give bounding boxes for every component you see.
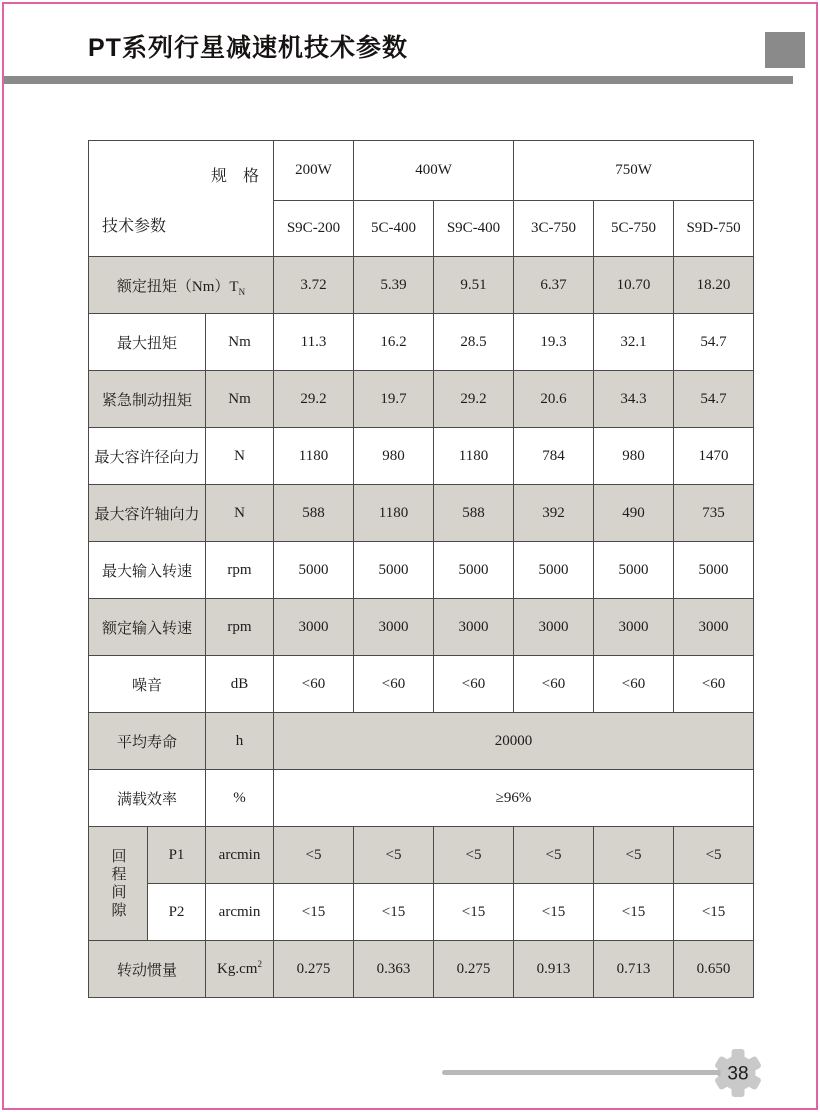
row-label-cell	[89, 770, 206, 827]
backlash-group-cell: 回程间隙	[89, 827, 148, 941]
row-label-text: 噪音	[131, 677, 162, 694]
value-cell: 0.275	[434, 941, 514, 998]
value-cell: 980	[354, 428, 434, 485]
model-header: 5C-750	[594, 201, 674, 257]
value-cell: 20.6	[514, 371, 594, 428]
value-cell: 980	[594, 428, 674, 485]
value-cell: 20000	[274, 713, 754, 770]
unit-cell	[206, 656, 274, 713]
value-cell: <60	[354, 656, 434, 713]
value-cell: <60	[674, 656, 754, 713]
unit-text: rpm	[227, 561, 252, 578]
unit-cell	[206, 884, 274, 941]
unit-text: N	[234, 504, 245, 521]
gear-icon	[712, 1047, 764, 1099]
value-cell: 28.5	[434, 314, 514, 371]
value-cell: 54.7	[674, 314, 754, 371]
row-label-cell	[148, 884, 206, 941]
value-cell: 1180	[274, 428, 354, 485]
unit-cell	[206, 713, 274, 770]
value-cell: 32.1	[594, 314, 674, 371]
value-cell: 3000	[434, 599, 514, 656]
value-cell: 5000	[514, 542, 594, 599]
unit-cell	[206, 428, 274, 485]
value-cell: 5000	[674, 542, 754, 599]
row-label-cell	[89, 542, 206, 599]
value-cell: <5	[674, 827, 754, 884]
row-label-text: 最大输入转速	[101, 563, 192, 580]
value-cell: 784	[514, 428, 594, 485]
row-label-cell	[89, 257, 274, 314]
value-cell: 10.70	[594, 257, 674, 314]
corner-cell	[89, 141, 274, 257]
unit-text: %	[233, 789, 246, 806]
value-cell: 54.7	[674, 371, 754, 428]
model-header: S9C-200	[274, 201, 354, 257]
value-cell: 5000	[434, 542, 514, 599]
value-cell: <60	[514, 656, 594, 713]
row-label-subscript: N	[238, 286, 246, 297]
unit-cell	[206, 770, 274, 827]
value-cell: 735	[674, 485, 754, 542]
value-cell: 19.3	[514, 314, 594, 371]
value-cell: <60	[274, 656, 354, 713]
value-cell: <15	[354, 884, 434, 941]
unit-text: Nm	[228, 333, 251, 350]
row-label-text: 额定输入转速	[101, 620, 192, 637]
value-cell: 18.20	[674, 257, 754, 314]
row-label-text: P1	[168, 846, 185, 863]
value-cell: 11.3	[274, 314, 354, 371]
value-cell: 588	[274, 485, 354, 542]
value-cell: <15	[594, 884, 674, 941]
row-label-cell	[89, 599, 206, 656]
value-cell: <60	[594, 656, 674, 713]
row-label-text: 转动惯量	[116, 962, 177, 979]
value-cell: <60	[434, 656, 514, 713]
value-cell: 3000	[354, 599, 434, 656]
value-cell: 1470	[674, 428, 754, 485]
value-cell: <5	[514, 827, 594, 884]
unit-cell	[206, 485, 274, 542]
power-group-header: 200W	[274, 141, 354, 201]
row-label-text: 紧急制动扭矩	[101, 392, 192, 409]
row-label-cell	[89, 485, 206, 542]
value-cell: 34.3	[594, 371, 674, 428]
value-cell: <5	[274, 827, 354, 884]
value-cell: 19.7	[354, 371, 434, 428]
unit-text: dB	[230, 675, 249, 692]
value-cell: 3000	[594, 599, 674, 656]
row-label-text: P2	[168, 903, 185, 920]
value-cell: 1180	[354, 485, 434, 542]
unit-text: arcmin	[218, 846, 261, 863]
value-cell: 3000	[674, 599, 754, 656]
row-label-cell	[89, 941, 206, 998]
value-cell: 0.713	[594, 941, 674, 998]
power-group-header: 750W	[514, 141, 754, 201]
value-cell: 588	[434, 485, 514, 542]
value-cell: <15	[674, 884, 754, 941]
unit-text: N	[234, 447, 245, 464]
value-cell: 3000	[514, 599, 594, 656]
header-corner-block	[765, 32, 805, 68]
value-cell: 3000	[274, 599, 354, 656]
row-label-text: 额定扭矩（Nm）T	[116, 278, 239, 295]
unit-text: rpm	[227, 618, 252, 635]
value-cell: 3.72	[274, 257, 354, 314]
unit-cell	[206, 827, 274, 884]
model-header: 3C-750	[514, 201, 594, 257]
row-label-cell	[89, 713, 206, 770]
unit-cell	[206, 599, 274, 656]
value-cell: 6.37	[514, 257, 594, 314]
row-label-cell	[89, 371, 206, 428]
row-label-cell	[89, 656, 206, 713]
value-cell: <5	[354, 827, 434, 884]
model-header: 5C-400	[354, 201, 434, 257]
model-header: S9D-750	[674, 201, 754, 257]
value-cell: 9.51	[434, 257, 514, 314]
row-label-text: 最大容许径向力	[94, 449, 200, 466]
value-cell: <15	[274, 884, 354, 941]
page-title: PT系列行星减速机技术参数	[88, 34, 408, 62]
unit-text: Nm	[228, 390, 251, 407]
value-cell: 5000	[354, 542, 434, 599]
row-label-cell	[148, 827, 206, 884]
unit-text: h	[235, 732, 244, 749]
value-cell: <15	[434, 884, 514, 941]
unit-text: Kg.cm	[217, 960, 258, 977]
spec-table	[88, 140, 754, 998]
row-label-text: 最大扭矩	[116, 335, 177, 352]
value-cell: 0.650	[674, 941, 754, 998]
value-cell: 0.275	[274, 941, 354, 998]
unit-cell	[206, 542, 274, 599]
value-cell: 1180	[434, 428, 514, 485]
model-header: S9C-400	[434, 201, 514, 257]
value-cell: 16.2	[354, 314, 434, 371]
value-cell: 5.39	[354, 257, 434, 314]
row-label-text: 平均寿命	[116, 734, 177, 751]
value-cell: 5000	[594, 542, 674, 599]
value-cell: <15	[514, 884, 594, 941]
unit-cell	[206, 941, 274, 998]
value-cell: 490	[594, 485, 674, 542]
value-cell: ≥96%	[274, 770, 754, 827]
value-cell: <5	[594, 827, 674, 884]
power-group-header: 400W	[354, 141, 514, 201]
row-label-text: 最大容许轴向力	[94, 506, 200, 523]
value-cell: 29.2	[434, 371, 514, 428]
value-cell: 29.2	[274, 371, 354, 428]
page-number: 38	[727, 1063, 749, 1085]
unit-superscript: 2	[257, 958, 262, 969]
corner-param-label: 技术参数	[102, 218, 167, 235]
title-underline-bar	[4, 76, 793, 84]
value-cell: 5000	[274, 542, 354, 599]
row-label-cell	[89, 428, 206, 485]
value-cell: 0.913	[514, 941, 594, 998]
row-label-cell	[89, 314, 206, 371]
unit-text: arcmin	[218, 903, 261, 920]
value-cell: 392	[514, 485, 594, 542]
unit-cell	[206, 314, 274, 371]
corner-spec-label: 规 格	[211, 168, 260, 185]
footer-rule-line	[442, 1070, 720, 1075]
value-cell: 0.363	[354, 941, 434, 998]
unit-cell	[206, 371, 274, 428]
row-label-text: 满载效率	[116, 791, 177, 808]
value-cell: <5	[434, 827, 514, 884]
